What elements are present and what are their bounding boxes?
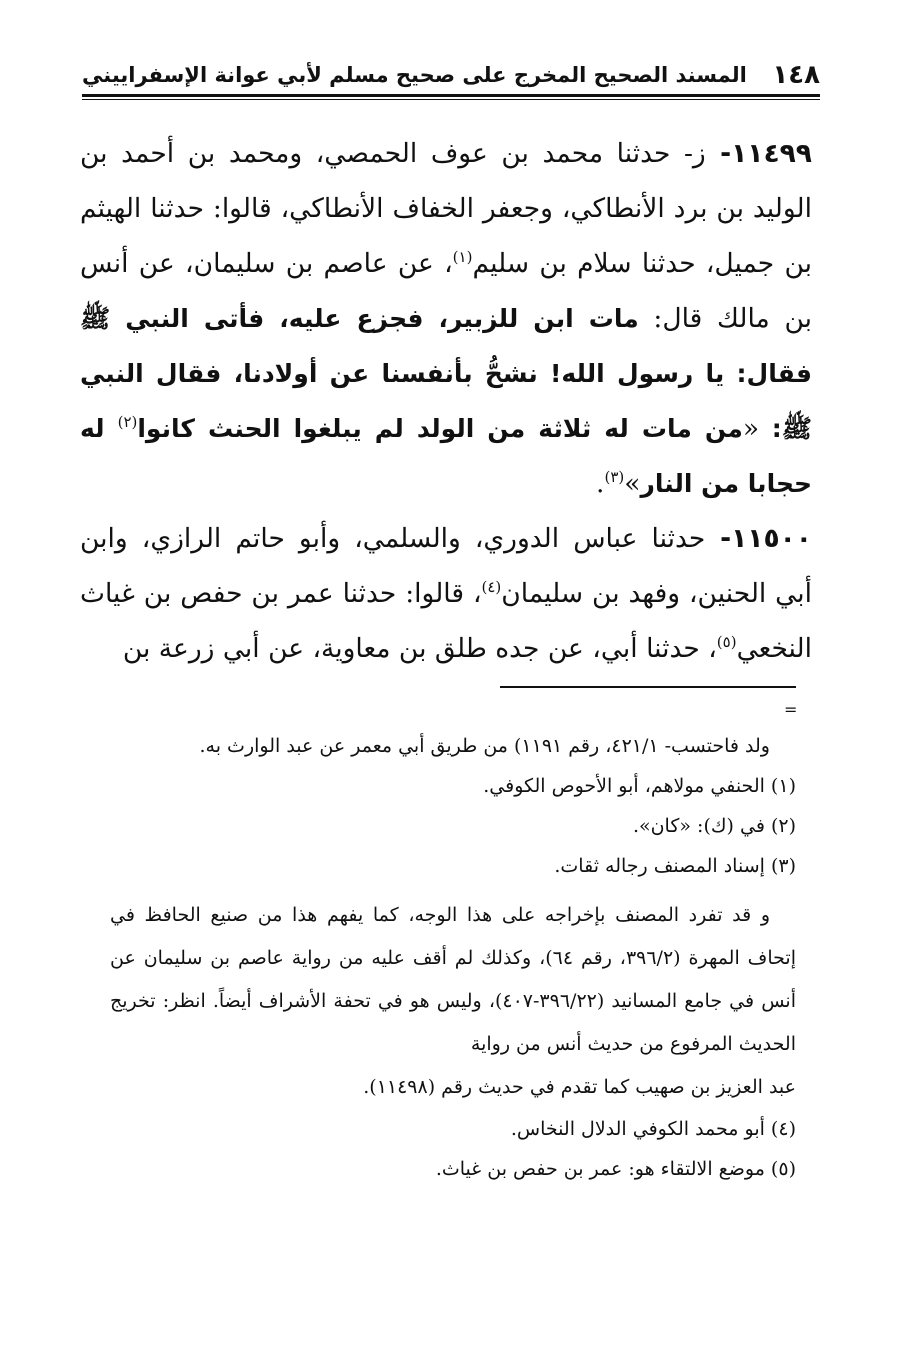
- hadith-dash: -: [705, 138, 732, 169]
- footnote-separator: [500, 686, 796, 688]
- matn-bold: له حجابا من النار: [80, 414, 812, 498]
- matn-bold: من مات له ثلاثة من الولد لم يبلغوا الحنث كانوا: [137, 414, 743, 443]
- footnote-1: (١) الحنفي مولاهم، أبو الأحوص الكوفي.: [483, 775, 796, 797]
- footnotes: [110, 726, 796, 1189]
- quote-mark: »: [624, 468, 641, 499]
- end-dot: .: [596, 468, 605, 499]
- main-text: [80, 126, 812, 676]
- footnote-ref-4: (٤): [481, 578, 502, 597]
- footnote-ref-3: (٣): [604, 468, 625, 487]
- footnote-2: (٢) في (ك): «كان».: [632, 815, 796, 837]
- footnote-continuation: ولد فاحتسب- ٤٢١/١، رقم ١١٩١) من طريق أبي معمر عن عبد الوارث به.: [199, 735, 770, 757]
- footnote-ref-2: (٢): [117, 413, 138, 432]
- isnad-text: حدثنا عباس الدوري، والسلمي، وأبو حاتم الرازي، وابن أبي الحنين، وفهد بن سليمان: [80, 523, 813, 609]
- header-rule: [82, 94, 820, 100]
- page-number: ١٤٨: [772, 60, 820, 90]
- footnote-4: (٤) أبو محمد الكوفي الدلال النخاس.: [510, 1118, 796, 1140]
- hadith-11500: [80, 511, 812, 676]
- footnote-5: (٥) موضع الالتقاء هو: عمر بن حفص بن غياث.: [435, 1158, 796, 1180]
- isnad-text: ز- حدثنا محمد بن عوف الحمصي، ومحمد بن أحمد بن الوليد بن برد الأنطاكي، وجعفر الخفاف الأنطاكي، قالوا: حدثنا الهيثم بن جميل، حدثنا سلام بن سليم: [80, 138, 812, 279]
- hadith-number: ١١٥٠٠: [731, 523, 812, 554]
- footnote-3-note-text: و قد تفرد المصنف بإخراجه على هذا الوجه، كما يفهم هذا من صنيع الحافظ في إتحاف المهرة (٣٩٦/٢، رقم ٦٤)، وكذلك لم أقف عليه من رواية عاصم بن سليمان عن أنس في جامع المسانيد (٣٩٦/٢٢-٤٠٧)، وليس هو في تحفة الأشراف أيضاً. انظر: تخريج الحديث المرفوع من حديث أنس من رواية: [110, 904, 796, 1055]
- running-title: المسند الصحيح المخرج على صحيح مسلم لأبي عوانة الإسفراييني: [82, 63, 747, 87]
- continuation-mark: =: [784, 700, 798, 719]
- quote-mark: «: [742, 413, 772, 444]
- footnote-ref-5: (٥): [716, 633, 737, 652]
- footnote-ref-1: (١): [452, 248, 473, 267]
- isnad-text: ، قالوا: حدثنا عمر بن حفص بن غياث النخعي: [80, 578, 812, 664]
- isnad-text: ، حدثنا أبي، عن جده طلق بن معاوية، عن أبي زرعة بن: [122, 633, 717, 664]
- hadith-dash: -: [705, 523, 732, 554]
- footnote-3-note: [110, 894, 796, 1109]
- hadith-11499: [80, 126, 812, 511]
- hadith-number: ١١٤٩٩: [731, 138, 812, 169]
- isnad-text: ، عن عاصم بن سليمان، عن أنس بن مالك قال:: [80, 248, 812, 334]
- page-header: [82, 52, 820, 92]
- footnote-3: (٣) إسناد المصنف رجاله ثقات.: [554, 855, 796, 877]
- matn-bold: مات ابن للزبير، فجزع عليه، فأتى النبي ﷺ فقال: يا رسول الله! نشحُّ بأنفسنا عن أولادنا، فقال النبي ﷺ:: [80, 304, 812, 443]
- footnote-3-note-end: عبد العزيز بن صهيب كما تقدم في حديث رقم (١١٤٩٨).: [363, 1076, 796, 1098]
